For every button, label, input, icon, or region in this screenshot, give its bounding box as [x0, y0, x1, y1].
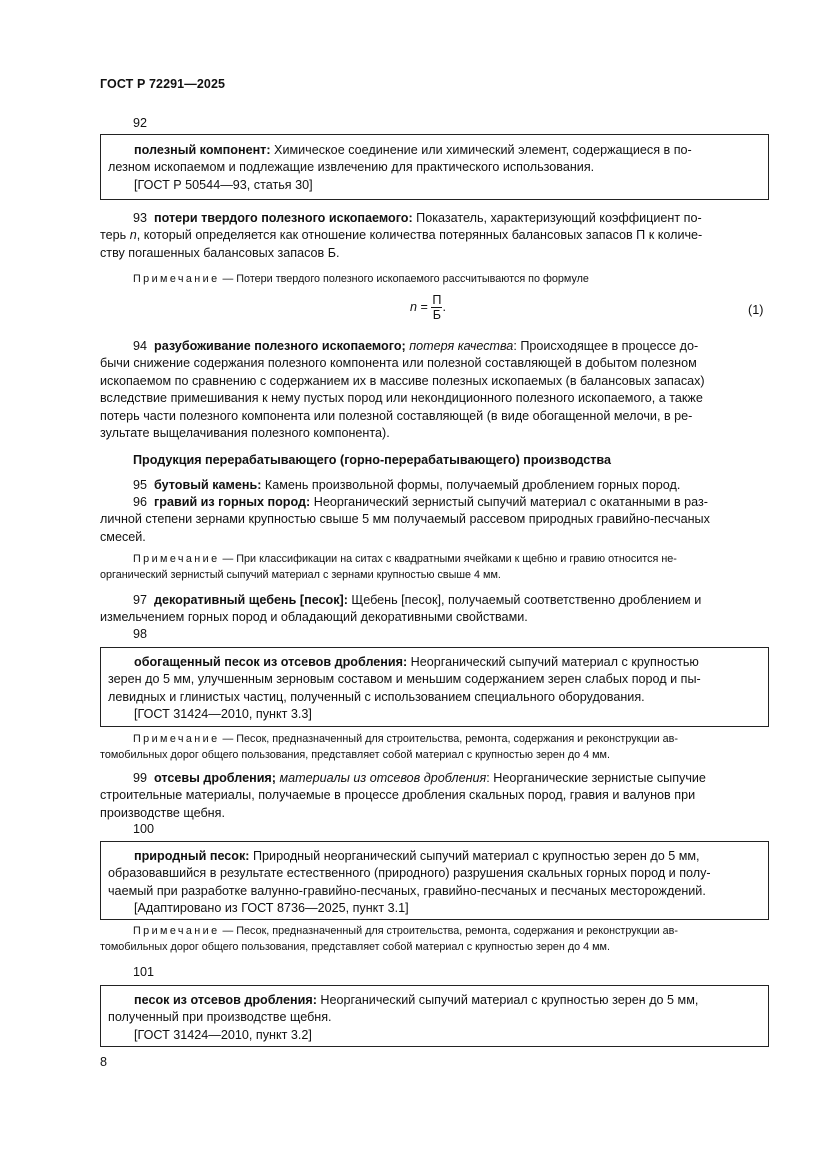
term-98-note: Примечание — Песок, предназначенный для строительства, ремонта, содержания и реконструкции ав- томобильных дорог общего пользования, представляет собой материал с крупностью зерен до 4 мм. — [100, 733, 678, 762]
term-95-name: бутовый камень: — [154, 478, 262, 492]
term-box-101 — [100, 985, 769, 1047]
term-box-92 — [100, 134, 769, 200]
term-100-name: природный песок: — [134, 849, 250, 863]
term-94-name: разубоживание полезного ископаемого; — [154, 339, 406, 353]
term-number-100: 100 — [133, 822, 155, 836]
formula-number: (1) — [748, 303, 764, 317]
term-box-100 — [100, 841, 769, 920]
term-95: 95 бутовый камень: Камень произвольной формы, получаемый дроблением горных пород. — [133, 478, 681, 492]
term-101-text: песок из отсевов дробления: Неорганический сыпучий материал с крупностью зерен до 5 мм, полученный при производстве щебня. [ГОСТ 31424—2010, пункт 3.2] — [108, 993, 699, 1042]
term-number-92: 92 — [133, 116, 148, 130]
term-number-98: 98 — [133, 627, 148, 641]
term-box-98 — [100, 647, 769, 727]
term-93: 93 потери твердого полезного ископаемого: Показатель, характеризующий коэффициент по- терь n, который определяется как отношение количества потерянных балансовых запасов П к количе- ству погашенных балансовых запасов Б. — [100, 211, 703, 260]
term-100-source: [Адаптировано из ГОСТ 8736—2025, пункт 3.1] — [134, 901, 409, 916]
term-98-text: обогащенный песок из отсевов дробления: Неорганический сыпучий материал с крупностью зерен до 5 мм, улучшенным зерновым составом и меньшим содержанием зерен слабых пород и пы- левидных и глинистых частиц, полученный с использованием специального оборудования. [ГОСТ 31424—2010, пункт 3.3] — [108, 655, 701, 722]
term-99-name: отсевы дробления; — [154, 771, 276, 785]
note-label: Примечание — [133, 553, 220, 565]
term-93-name: потери твердого полезного ископаемого: — [154, 211, 413, 225]
term-92-text: полезный компонент: Химическое соединение или химический элемент, содержащиеся в по- лезном ископаемом и подлежащие извлечению для практического использования. [ГОСТ Р 50544—93, статья 30] — [108, 143, 692, 192]
formula-fraction: $\frac{П}{Б}$ — [432, 293, 442, 322]
note-label: Примечание — [133, 733, 220, 745]
term-101-name: песок из отсевов дробления: — [134, 993, 317, 1007]
term-94: 94 разубоживание полезного ископаемого; потеря качества: Происходящее в процессе до- бычи снижение содержания полезного компонента или полезной составляющей в добытом полезном ископаемом по сравнению с содержанием их в массиве полезных ископаемых (в балансовых запасах) вследствие примешивания к нему пустых пород или некондиционного полезного ископаемого, а также потерь части полезного компонента или полезной составляющей (в виде обогащенной мелочи, в ре- зультате выщелачивания полезного компонента). — [100, 339, 705, 441]
term-101-source: [ГОСТ 31424—2010, пункт 3.2] — [134, 1027, 312, 1042]
term-98-name: обогащенный песок из отсевов дробления: — [134, 655, 408, 669]
term-96-name: гравий из горных пород: — [154, 495, 311, 509]
note-label: Примечание — [133, 925, 220, 937]
term-99: 99 отсевы дробления; материалы из отсевов дробления: Неорганические зернистые сыпучие строительные материалы, получаемые в процессе дробления скальных пород, гравия и валунов при производстве щебня. — [100, 771, 706, 820]
term-98-source: [ГОСТ 31424—2010, пункт 3.3] — [134, 707, 312, 722]
term-92-name: полезный компонент: — [134, 143, 271, 157]
formula-1: n = $\frac{П}{Б}$ . — [410, 293, 446, 322]
note-label: Примечание — [133, 273, 220, 285]
page-number: 8 — [100, 1055, 108, 1069]
term-96: 96 гравий из горных пород: Неорганический зернистый сыпучий материал с окатанными в раз- личной степени зернами крупностью свыше 5 мм получаемый рассевом природных гравийно-песчаных смесей. — [100, 495, 710, 544]
term-97: 97 декоративный щебень [песок]: Щебень [песок], получаемый соответственно дроблением и измельчением горных пород и обладающий декоративными свойствами. — [100, 593, 702, 625]
term-92-source: [ГОСТ Р 50544—93, статья 30] — [134, 177, 313, 192]
section-title: Продукция перерабатывающего (горно-перерабатывающего) производства — [133, 453, 611, 467]
term-97-name: декоративный щебень [песок]: — [154, 593, 348, 607]
term-number-101: 101 — [133, 965, 155, 979]
term-96-note: Примечание — При классификации на ситах с квадратными ячейками к щебню и гравию относится не- органический зернистый сыпучий материал с зернами крупностью свыше 4 мм. — [100, 553, 677, 582]
document-header: ГОСТ Р 72291—2025 — [100, 77, 226, 91]
term-100-text: природный песок: Природный неорганический сыпучий материал с крупностью зерен до 5 мм, образовавшийся в результате естественного (природного) разрушения скальных горных пород и полу- чаемый при разработке валунно-гравийно-песчаных, гравийно-песчаных и песчаных месторождений. [Адаптировано из ГОСТ 8736—2025, пункт 3.1] — [108, 849, 711, 916]
term-93-note: Примечание — Потери твердого полезного ископаемого рассчитываются по формуле — [133, 273, 589, 285]
term-100-note: Примечание — Песок, предназначенный для строительства, ремонта, содержания и реконструкции ав- томобильных дорог общего пользования, представляет собой материал с крупностью зерен до 4 мм. — [100, 925, 678, 954]
